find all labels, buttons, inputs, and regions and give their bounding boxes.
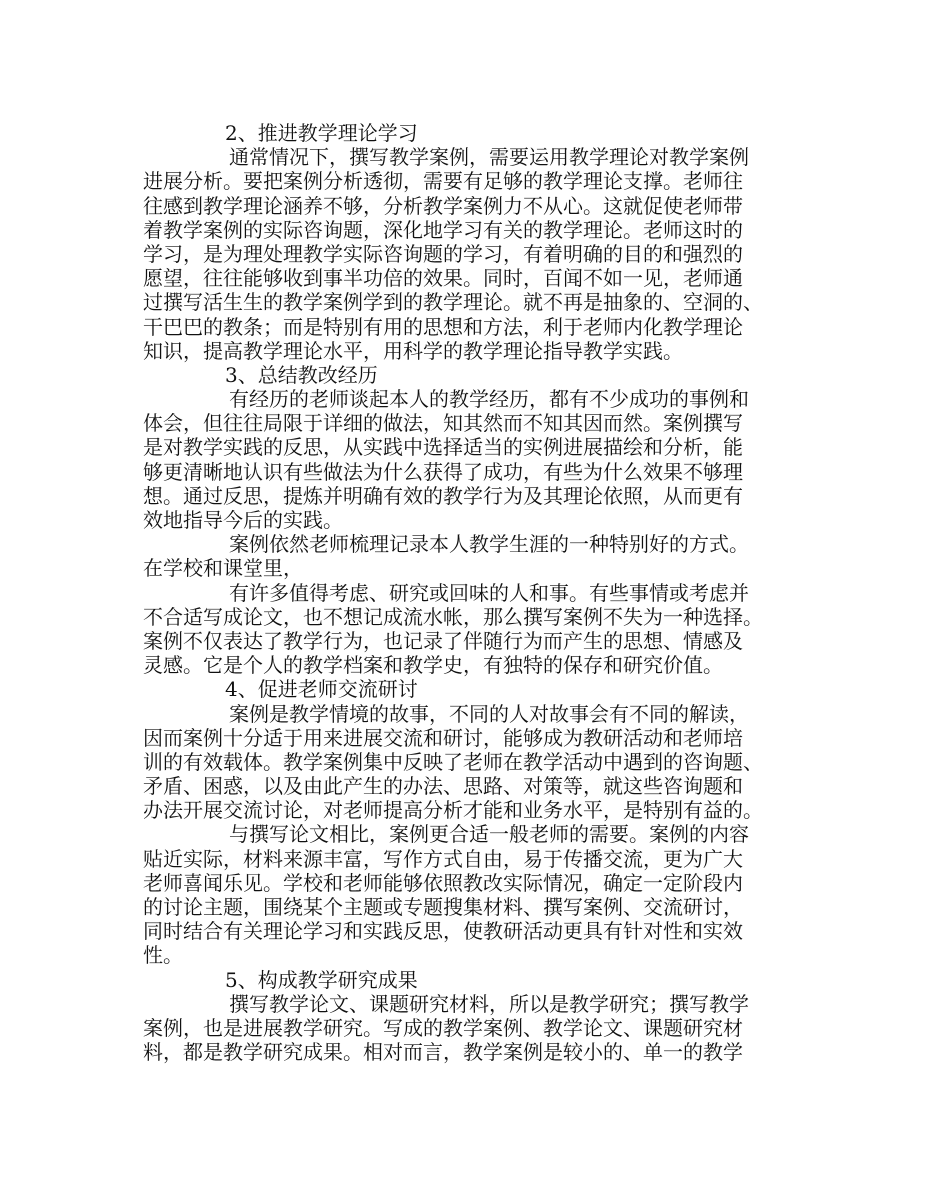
paragraph-line: 案例依然老师梳理记录本人教学生涯的一种特别好的方式。 xyxy=(229,532,749,557)
paragraph-line: 矛盾、困惑，以及由此产生的办法、思路、对策等，就这些咨询题和 xyxy=(143,774,743,799)
paragraph-line: 案例不仅表达了教学行为，也记录了伴随行为而产生的思想、情感及 xyxy=(143,628,743,653)
paragraph-line: 进展分析。要把案例分析透彻，需要有足够的教学理论支撑。老师往 xyxy=(143,169,743,194)
paragraph-line: 案例是教学情境的故事，不同的人对故事会有不同的解读， xyxy=(229,701,749,726)
paragraph-line: 往感到教学理论涵养不够，分析教学案例力不从心。这就促使老师带 xyxy=(143,193,743,218)
paragraph-line: 的讨论主题，围绕某个主题或专题搜集材料、撰写案例、交流研讨， xyxy=(143,895,743,919)
document-text xyxy=(143,121,815,1064)
paragraph-line: 同时结合有关理论学习和实践反思，使教研活动更具有针对性和实效 xyxy=(143,919,743,944)
paragraph-line: 着教学案例的实际咨询题，深化地学习有关的教学理论。老师这时的 xyxy=(143,217,743,242)
paragraph-line: 效地指导今后的实践。 xyxy=(143,508,343,532)
section-heading: 2、推进教学理论学习 xyxy=(225,121,418,145)
paragraph-line: 在学校和课堂里， xyxy=(143,556,303,581)
paragraph-line: 是对教学实践的反思，从实践中选择适当的实例进展描绘和分析，能 xyxy=(143,435,743,460)
paragraph-line: 够更清晰地认识有些做法为什么获得了成功，有些为什么效果不够理 xyxy=(143,459,743,484)
paragraph-line: 案例，也是进展教学研究。写成的教学案例、教学论文、课题研究材 xyxy=(143,1015,743,1040)
paragraph-line: 与撰写论文相比，案例更合适一般老师的需要。案例的内容 xyxy=(229,822,749,847)
section-heading: 3、总结教改经历 xyxy=(225,362,378,387)
paragraph-line: 因而案例十分适于用来进展交流和研讨，能够成为教研活动和老师培 xyxy=(143,725,743,750)
paragraph-line: 老师喜闻乐见。学校和老师能够依照教改实际情况，确定一定阶段内 xyxy=(143,870,743,895)
paragraph-line: 想。通过反思，提炼并明确有效的教学行为及其理论依照，从而更有 xyxy=(143,483,743,508)
paragraph-line: 不合适写成论文，也不想记成流水帐，那么撰写案例不失为一种选择。 xyxy=(143,604,763,629)
paragraph-line: 有经历的老师谈起本人的教学经历，都有不少成功的事例和 xyxy=(229,387,749,412)
paragraph-line: 学习，是为理处理教学实际咨询题的学习，有着明确的目的和强烈的 xyxy=(143,241,743,266)
paragraph-line: 撰写教学论文、课题研究材料，所以是教学研究；撰写教学 xyxy=(229,991,749,1016)
paragraph-line: 灵感。它是个人的教学档案和教学史，有独特的保存和研究价值。 xyxy=(143,653,723,678)
paragraph-line: 办法开展交流讨论，对老师提高分析才能和业务水平，是特别有益的。 xyxy=(143,798,763,823)
paragraph-line: 知识，提高教学理论水平，用科学的教学理论指导教学实践。 xyxy=(143,338,683,363)
paragraph-line: 愿望，往往能够收到事半功倍的效果。同时，百闻不如一见，老师通 xyxy=(143,266,743,291)
paragraph-line: 体会，但往往局限于详细的做法，知其然而不知其因而然。案例撰写 xyxy=(143,411,743,436)
paragraph-line: 料，都是教学研究成果。相对而言，教学案例是较小的、单一的教学 xyxy=(143,1040,743,1065)
paragraph-line: 性。 xyxy=(143,943,183,968)
paragraph-line: 通常情况下，撰写教学案例，需要运用教学理论对教学案例 xyxy=(229,145,749,170)
section-heading: 5、构成教学研究成果 xyxy=(225,967,418,992)
section-heading: 4、促进老师交流研讨 xyxy=(225,677,418,702)
paragraph-line: 干巴巴的教条；而是特别有用的思想和方法，利于老师内化教学理论 xyxy=(143,314,743,339)
paragraph-line: 贴近实际，材料来源丰富，写作方式自由，易于传播交流，更为广大 xyxy=(143,846,743,871)
paragraph-line: 训的有效载体。教学案例集中反映了老师在教学活动中遇到的咨询题、 xyxy=(143,749,763,774)
paragraph-line: 过撰写活生生的教学案例学到的教学理论。就不再是抽象的、空洞的、 xyxy=(143,290,763,315)
paragraph-line: 有许多值得考虑、研究或回味的人和事。有些事情或考虑并 xyxy=(229,580,749,605)
